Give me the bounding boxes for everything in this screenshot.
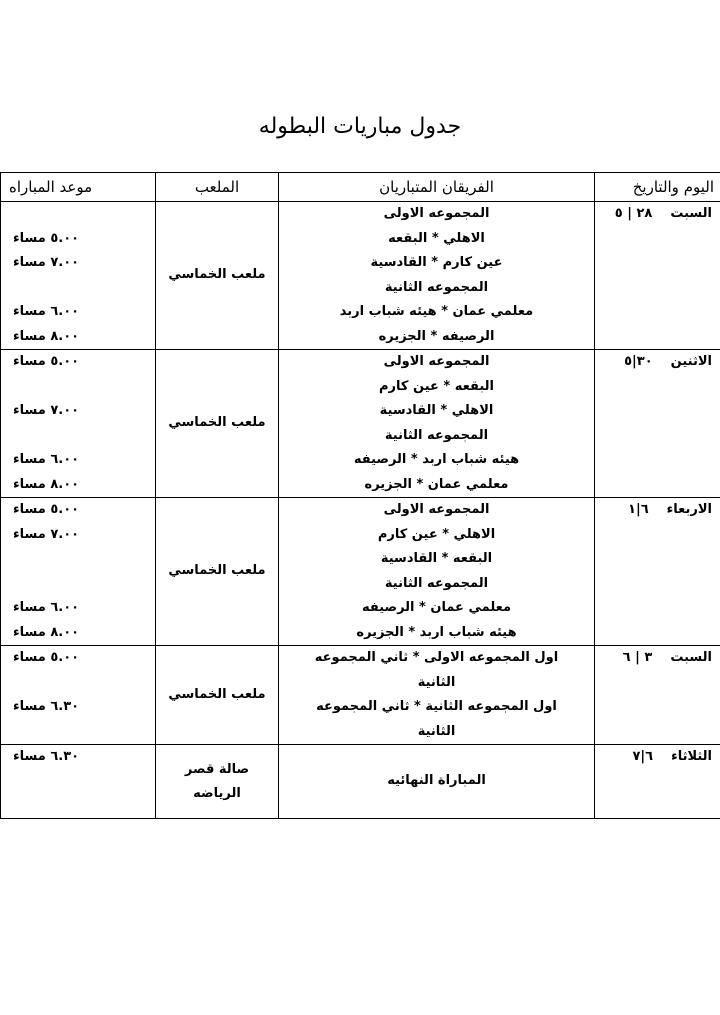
- time-cell: [1, 646, 156, 745]
- time-cell: [1, 350, 156, 498]
- teams-cell: [279, 498, 595, 646]
- match-time: ٥.٠٠ مساء: [13, 354, 80, 369]
- venue-cell: ملعب الخماسي: [156, 202, 279, 350]
- table-row: [1, 646, 720, 745]
- teams-cell: [279, 350, 595, 498]
- teams-cell: [279, 646, 595, 745]
- match-line: الاهلي * البقعه: [388, 230, 485, 246]
- match-time: ٦.٠٠ مساء: [13, 452, 80, 467]
- venue-cell: ملعب الخماسي: [156, 498, 279, 646]
- day-name: السبت: [670, 206, 712, 221]
- page-title: جدول مباريات البطوله: [258, 114, 462, 139]
- schedule-table: [0, 172, 720, 819]
- match-time: ٦.٣٠ مساء: [13, 699, 80, 714]
- day-date: ٣ | ٦: [622, 650, 653, 665]
- group-heading: المجموعه الثانية: [384, 279, 489, 295]
- match-time: ٧.٠٠ مساء: [13, 526, 80, 542]
- venue-cell: ملعب الخماسي: [156, 646, 279, 745]
- day-date: ٣٠|٥: [624, 354, 653, 369]
- day-name: الثلاثاء: [671, 749, 712, 764]
- match-line: الثانية: [417, 723, 456, 739]
- match-line: معلمي عمان * الرصيفه: [361, 600, 512, 615]
- match-line: البقعه * عين كارم: [379, 378, 494, 394]
- group-heading: المجموعه الثانية: [384, 427, 489, 443]
- match-time: ٦.٠٠ مساء: [13, 600, 80, 615]
- match-line: اول المجموعه الاولى * ثاني المجموعه: [314, 650, 559, 665]
- teams-cell: [279, 202, 595, 350]
- match-time: ٥.٠٠ مساء: [13, 230, 80, 246]
- table-row: [1, 498, 720, 646]
- day-cell: [595, 745, 720, 819]
- match-time: ٨.٠٠ مساء: [13, 476, 80, 492]
- match-time: ٥.٠٠ مساء: [13, 650, 80, 665]
- table-row: [1, 350, 720, 498]
- time-cell: [1, 745, 156, 819]
- day-date: ٦|١: [628, 502, 649, 517]
- day-name: الاثنين: [670, 354, 712, 369]
- match-line: اول المجموعه الثانية * ثاني المجموعه: [316, 699, 557, 714]
- match-line: هيئه شباب اربد * الجزيره: [356, 624, 517, 640]
- venue-cell: ملعب الخماسي: [156, 350, 279, 498]
- final-match: المباراة النهائيه: [279, 745, 595, 819]
- match-line: الرصيفه * الجزيره: [378, 328, 495, 344]
- match-line: الاهلي * عين كارم: [377, 526, 496, 542]
- table-header-row: [1, 173, 720, 202]
- match-time: ٦.٣٠ مساء: [13, 749, 80, 764]
- group-heading: المجموعه الثانية: [384, 575, 489, 591]
- header-time: موعد المباراه: [1, 173, 156, 202]
- match-line: الثانية: [417, 674, 456, 690]
- match-time: ٦.٠٠ مساء: [13, 304, 80, 319]
- match-time: ٨.٠٠ مساء: [13, 624, 80, 640]
- match-time: ٧.٠٠ مساء: [13, 255, 80, 270]
- header-day: اليوم والتاريخ: [595, 173, 720, 202]
- header-venue: الملعب: [156, 173, 279, 202]
- header-teams: الفريقان المتباريان: [279, 173, 595, 202]
- group-heading: المجموعه الاولى: [383, 206, 490, 221]
- match-time: ٧.٠٠ مساء: [13, 403, 80, 418]
- match-line: البقعه * القادسية: [380, 551, 493, 566]
- day-cell: [595, 350, 720, 498]
- match-line: معلمي عمان * الجزيره: [364, 476, 509, 492]
- table-row: [1, 202, 720, 350]
- group-heading: المجموعه الاولى: [383, 354, 490, 369]
- day-cell: [595, 202, 720, 350]
- venue-line: صالة قصر: [184, 761, 250, 777]
- match-line: معلمي عمان * هيئه شباب اربد: [339, 304, 534, 319]
- day-name: السبت: [670, 650, 712, 665]
- match-line: الاهلي * القادسية: [379, 403, 494, 418]
- day-date: ٦|٧: [632, 749, 654, 764]
- table-row: [1, 745, 720, 819]
- day-date: ٢٨ | ٥: [614, 206, 653, 221]
- day-cell: [595, 646, 720, 745]
- day-cell: [595, 498, 720, 646]
- day-name: الاربعاء: [666, 502, 712, 517]
- time-cell: [1, 498, 156, 646]
- match-line: هيئه شباب اربد * الرصيفه: [353, 452, 520, 467]
- match-time: ٨.٠٠ مساء: [13, 328, 80, 344]
- match-time: [13, 202, 155, 227]
- time-cell: [1, 202, 156, 350]
- match-time: ٥.٠٠ مساء: [13, 502, 80, 517]
- match-line: عين كارم * القادسية: [370, 255, 503, 270]
- venue-cell: [156, 745, 279, 819]
- group-heading: المجموعه الاولى: [383, 502, 490, 517]
- venue-line: الرياضه: [193, 785, 241, 801]
